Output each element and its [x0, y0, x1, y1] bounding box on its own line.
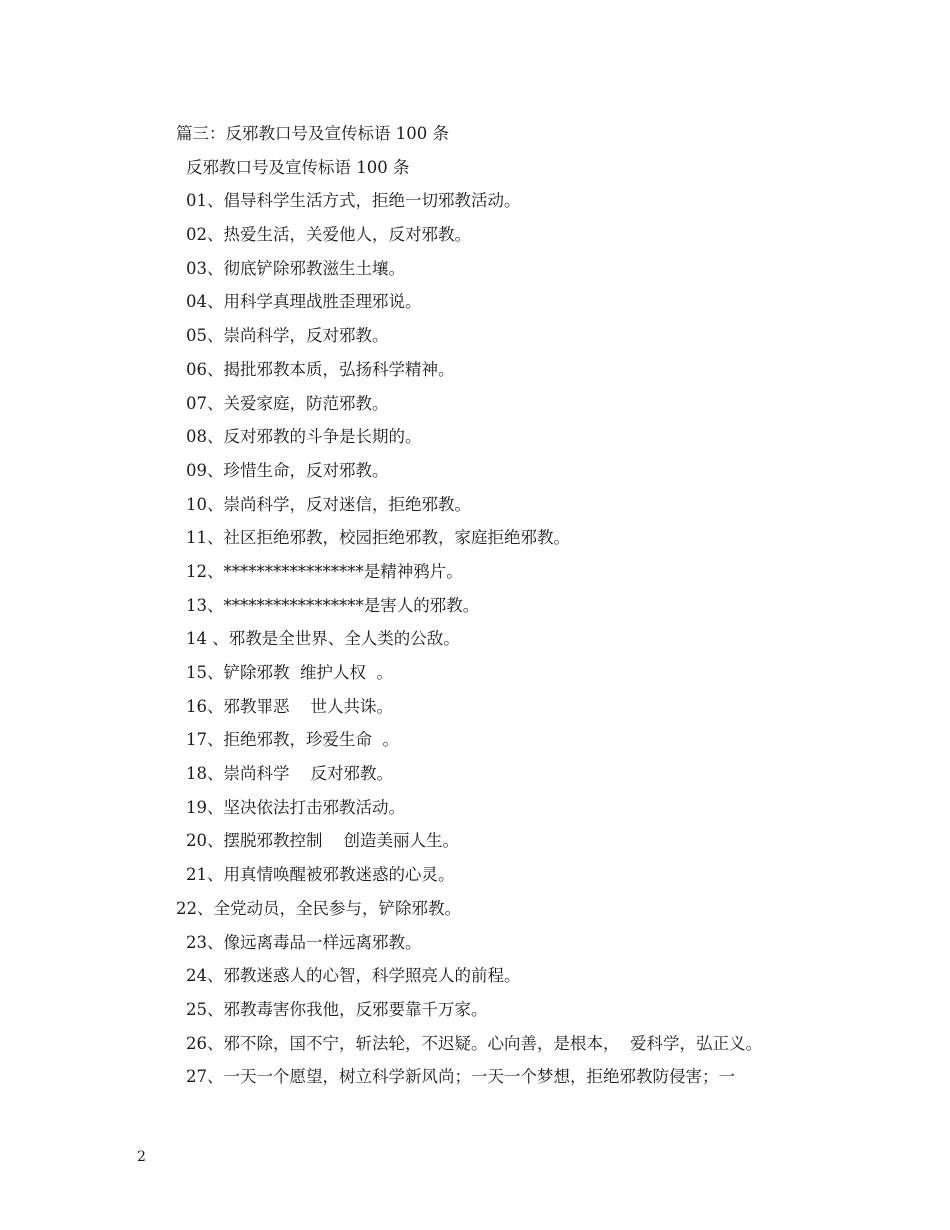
slogan-item-01: 01、倡导科学生活方式，拒绝一切邪教活动。 — [186, 191, 521, 211]
slogan-item-09: 09、珍惜生命，反对邪教。 — [186, 460, 389, 480]
slogan-item-14: 14 、邪教是全世界、全人类的公敌。 — [186, 629, 460, 649]
slogan-item-17: 17、拒绝邪教，珍爱生命 。 — [186, 730, 399, 750]
slogan-item-03: 03、彻底铲除邪教滋生土壤。 — [186, 258, 405, 278]
slogan-item-26: 26、邪不除，国不宁，斩法轮，不迟疑。心向善，是根本， 爱科学，弘正义。 — [186, 1033, 762, 1053]
slogan-item-04: 04、用科学真理战胜歪理邪说。 — [186, 292, 422, 312]
slogan-item-07: 07、关爱家庭，防范邪教。 — [186, 393, 389, 413]
slogan-item-19: 19、坚决依法打击邪教活动。 — [186, 797, 405, 817]
slogan-item-16: 16、邪教罪恶 世人共诛。 — [186, 696, 393, 716]
slogan-item-24: 24、邪教迷惑人的心智，科学照亮人的前程。 — [186, 966, 521, 986]
slogan-item-22: 22、全党动员，全民参与，铲除邪教。 — [176, 898, 461, 918]
slogan-item-02: 02、热爱生活，关爱他人，反对邪教。 — [186, 225, 471, 245]
document-title: 篇三：反邪教口号及宣传标语 100 条 — [176, 124, 449, 143]
slogan-item-10: 10、崇尚科学，反对迷信，拒绝邪教。 — [186, 494, 471, 514]
document-subtitle: 反邪教口号及宣传标语 100 条 — [186, 157, 410, 177]
slogan-item-08: 08、反对邪教的斗争是长期的。 — [186, 427, 422, 447]
slogan-item-21: 21、用真情唤醒被邪教迷惑的心灵。 — [186, 865, 455, 885]
document-body — [176, 117, 856, 1094]
slogan-item-13: 13、*****************是害人的邪教。 — [186, 595, 480, 615]
slogan-item-15: 15、铲除邪教 维护人权 。 — [186, 663, 393, 682]
slogan-item-27: 27、一天一个愿望，树立科学新风尚；一天一个梦想，拒绝邪教防侵害；一 — [186, 1067, 735, 1087]
slogan-item-25: 25、邪教毒害你我他，反邪要靠千万家。 — [186, 999, 488, 1019]
slogan-item-23: 23、像远离毒品一样远离邪教。 — [186, 932, 422, 952]
slogan-item-11: 11、社区拒绝邪教，校园拒绝邪教，家庭拒绝邪教。 — [186, 528, 570, 548]
slogan-item-12: 12、*****************是精神鸦片。 — [186, 561, 463, 581]
page-number: 2 — [137, 1149, 146, 1165]
slogan-item-20: 20、摆脱邪教控制 创造美丽人生。 — [186, 831, 459, 851]
slogan-item-05: 05、崇尚科学，反对邪教。 — [186, 326, 389, 346]
slogan-item-06: 06、揭批邪教本质，弘扬科学精神。 — [186, 359, 455, 379]
slogan-item-18: 18、崇尚科学 反对邪教。 — [186, 764, 393, 784]
